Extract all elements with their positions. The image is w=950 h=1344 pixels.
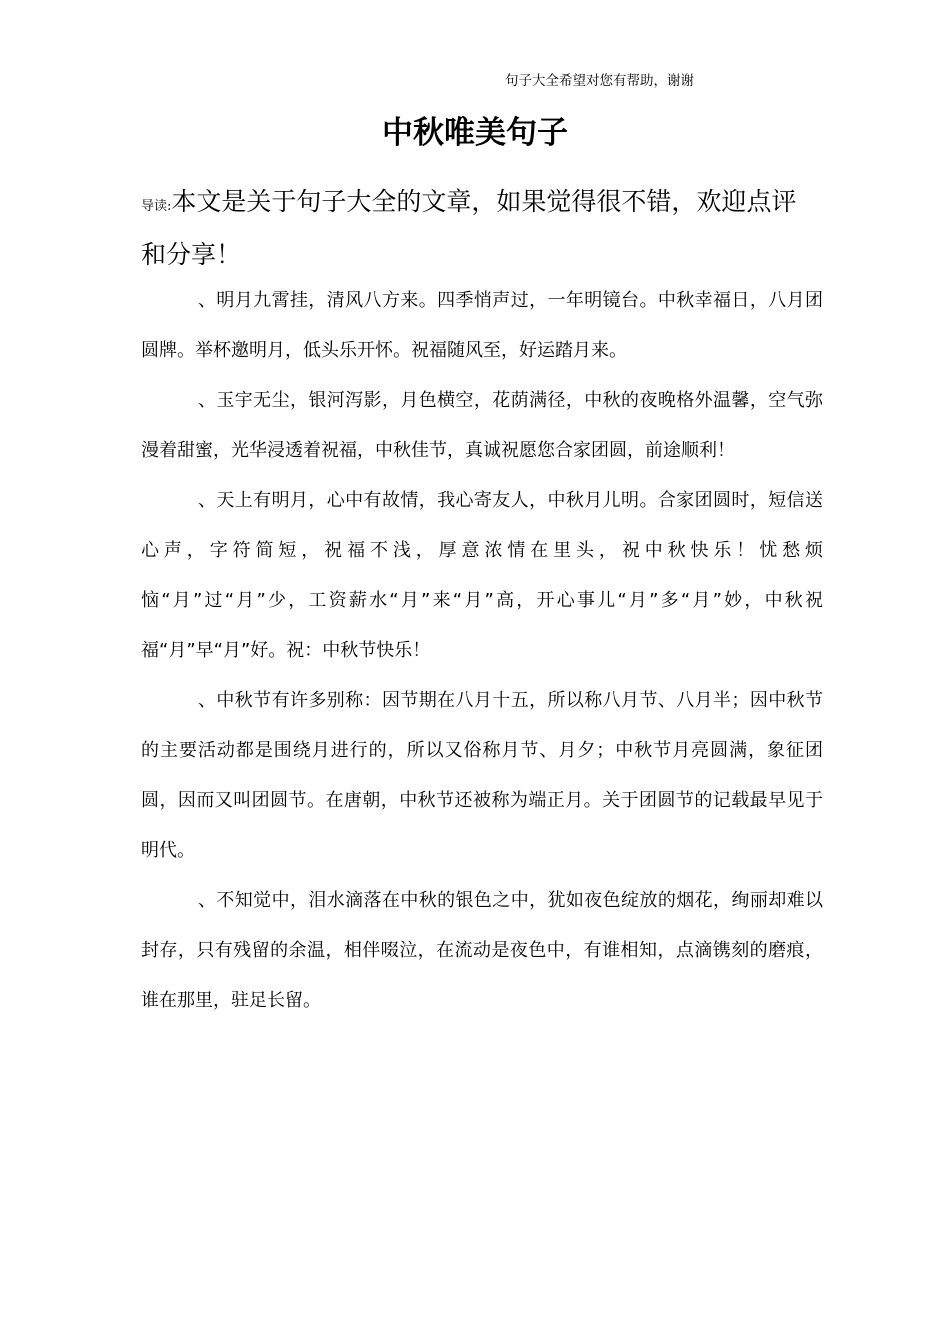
intro-label: 导读: xyxy=(141,199,172,214)
body-paragraph: 、天上有明月，心中有故情，我心寄友人，中秋月儿明。合家团圆时，短信送心声，字符简短，祝福不浅，厚意浓情在里头，祝中秋快乐！忧愁烦恼“月”过“月”少，工资薪水“月”来“月”高，开心事儿“月”多“月”妙，中秋祝福“月”早“月”好。祝：中秋节快乐！ xyxy=(141,490,823,661)
body-paragraph: 、玉宇无尘，银河泻影，月色横空，花荫满径，中秋的夜晚格外温馨，空气弥漫着甜蜜，光华浸透着祝福，中秋佳节，真诚祝愿您合家团圆，前途顺利！ xyxy=(141,390,823,461)
body-paragraph: 、中秋节有许多别称：因节期在八月十五，所以称八月节、八月半；因中秋节的主要活动都是围绕月进行的，所以又俗称月节、月夕；中秋节月亮圆满，象征团圆，因而又叫团圆节。在唐朝，中秋节还被称为端正月。关于团圆节的记载最早见于明代。 xyxy=(141,690,823,861)
body-paragraph: 、明月九霄挂，清风八方来。四季悄声过，一年明镜台。中秋幸福日，八月团圆牌。举杯邀明月，低头乐开怀。祝福随风至，好运踏月来。 xyxy=(141,290,823,361)
body-content xyxy=(141,276,823,1026)
intro-text: 本文是关于句子大全的文章，如果觉得很不错，欢迎点评和分享！ xyxy=(141,187,797,269)
page-title: 中秋唯美句子 xyxy=(382,115,568,151)
body-paragraph: 、不知觉中，泪水滴落在中秋的银色之中，犹如夜色绽放的烟花，绚丽却难以封存，只有残留的余温，相伴啜泣，在流动是夜色中，有谁相知，点滴镌刻的磨痕，谁在那里，驻足长留。 xyxy=(141,890,823,1011)
header-note: 句子大全希望对您有帮助，谢谢 xyxy=(505,73,694,89)
intro-paragraph xyxy=(141,178,821,279)
